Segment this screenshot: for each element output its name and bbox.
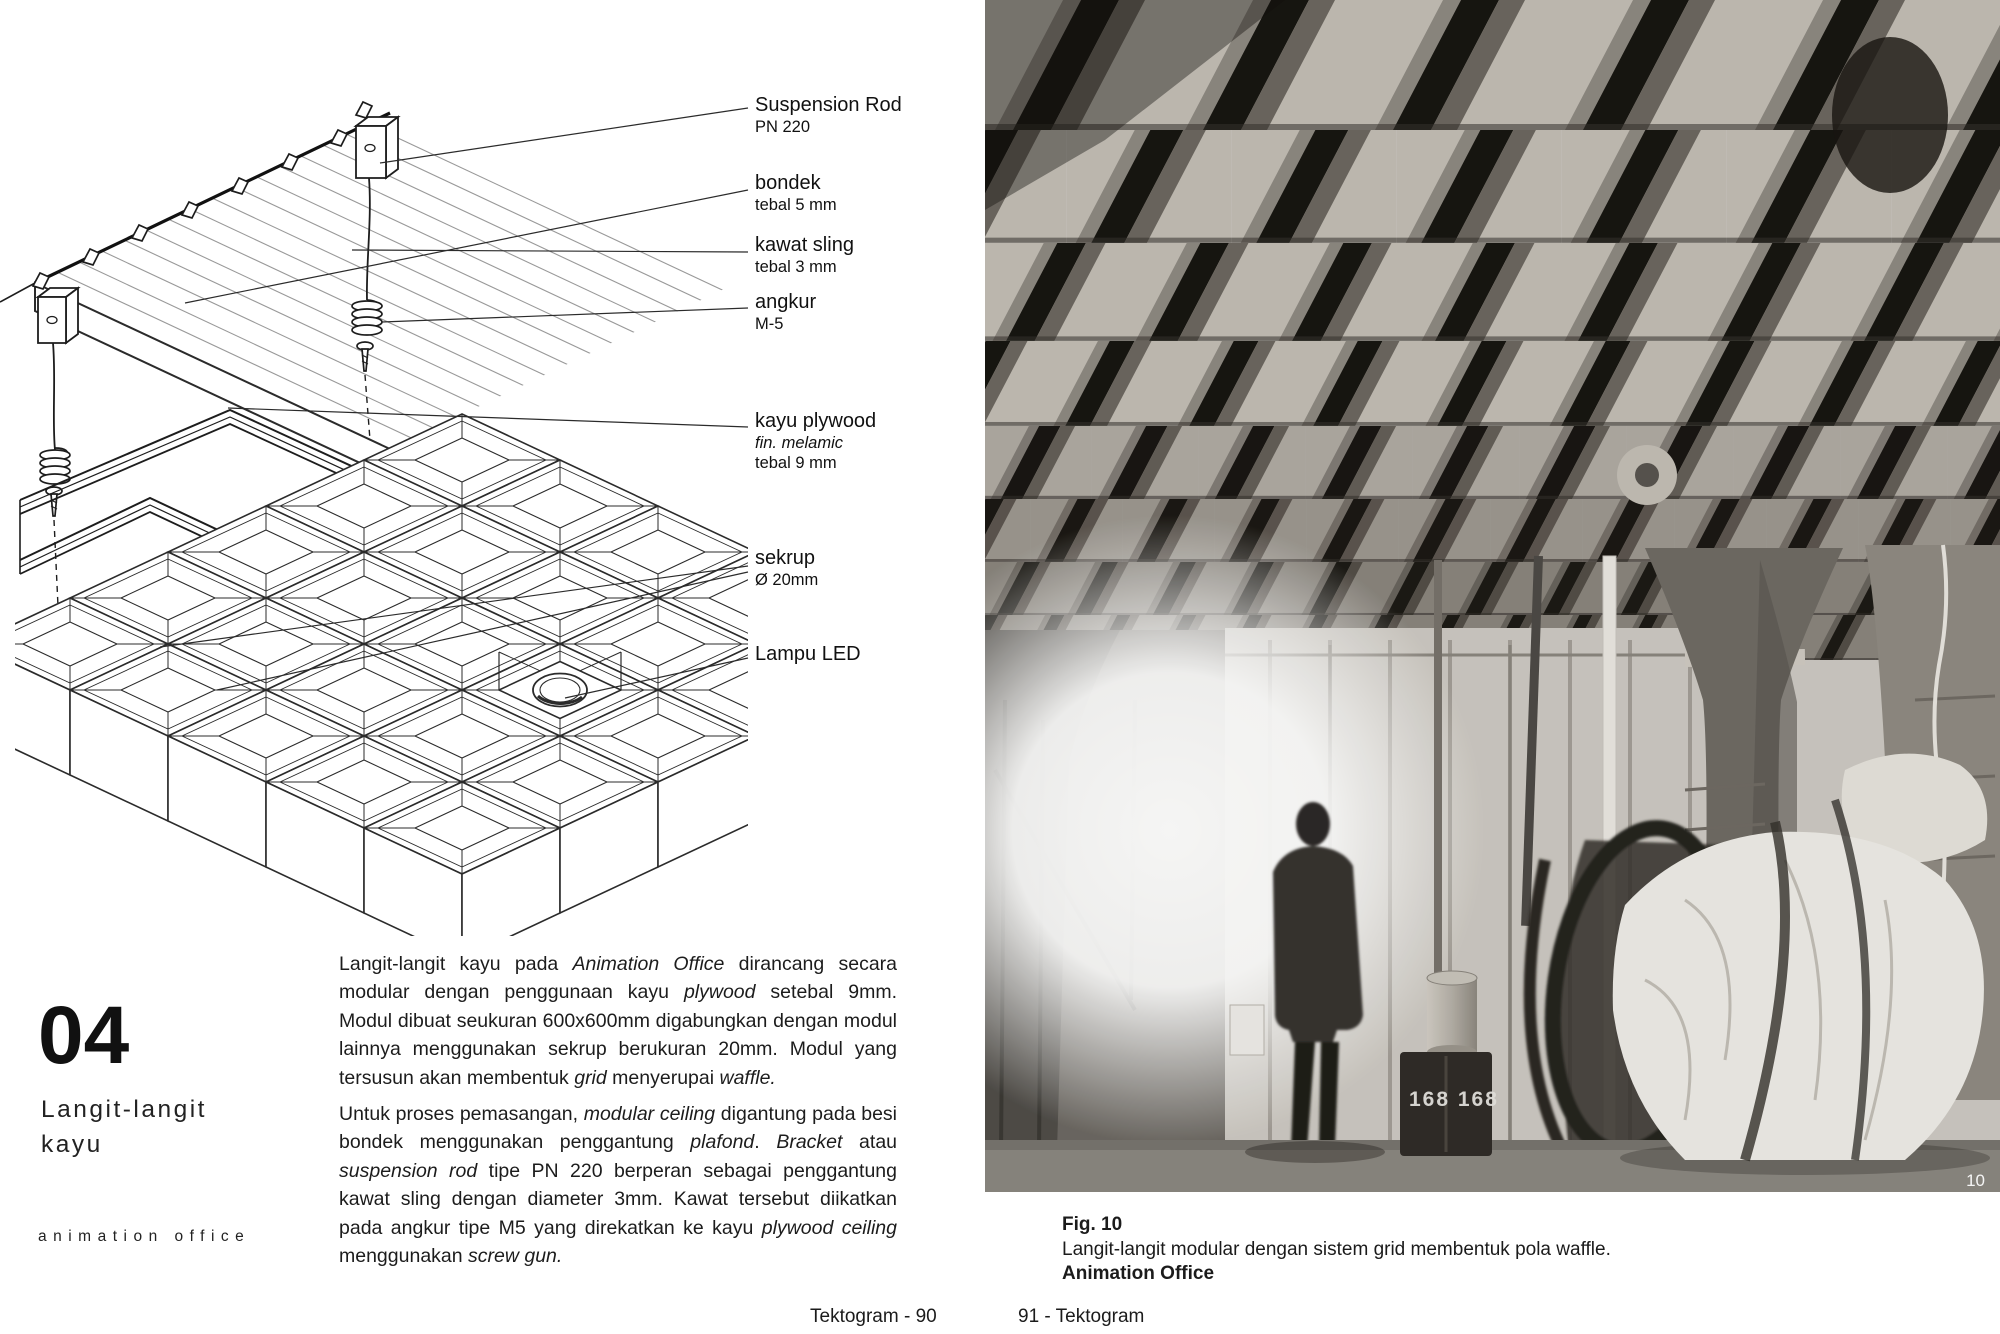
footer-left-page: Tektogram - 90 [810, 1306, 937, 1327]
chapter-tag: animation office [38, 1228, 251, 1245]
figure-caption-credit: Animation Office [1062, 1263, 1215, 1284]
label-angkur: angkur M-5 [755, 291, 817, 333]
label-kayu-plywood: kayu plywood fin. melamic tebal 9 mm [755, 410, 877, 472]
construction-photo [985, 0, 2000, 1192]
label-lampu-led: Lampu LED [755, 643, 861, 665]
body-paragraph: Langit-langit kayu pada Animation Office dirancang secara modular dengan penggunaan kayu plywood setebal 9mm. Modul dibuat seukuran 600x600mm digabungkan dengan modul lainnya menggunakan sekrup berukuran 20mm. Modul yang tersusun akan membentuk grid menyerupai waffle. [339, 953, 897, 1089]
figure-caption-number: Fig. 10 [1062, 1214, 1123, 1235]
body-text [339, 950, 897, 1278]
drum-number-text: 168 168 [1409, 1088, 1499, 1111]
footer-right-page: 91 - Tektogram [1018, 1306, 1145, 1327]
label-bondek: bondek tebal 5 mm [755, 172, 837, 214]
chapter-title: Langit-langit kayu [41, 1096, 207, 1158]
chapter-number: 04 [38, 990, 130, 1081]
figure-caption [1062, 1213, 1762, 1287]
label-kawat-sling: kawat sling tebal 3 mm [755, 234, 854, 276]
figure-caption-text: Langit-langit modular dengan sistem grid membentuk pola waffle. [1062, 1238, 1611, 1260]
label-suspension-rod: Suspension Rod PN 220 [755, 94, 902, 136]
label-sekrup: sekrup Ø 20mm [755, 547, 819, 589]
photo-page-number: 10 [1966, 1171, 1985, 1190]
body-paragraph: Untuk proses pemasangan, modular ceiling digantung pada besi bondek menggunakan penggantung plafond. Bracket atau suspension rod tipe PN 220 berperan sebagai penggantung kawat sling dengan diameter 3mm. Kawat tersebut diikatkan pada angkur tipe M5 yang direkatkan ke kayu plywood ceiling menggunakan screw gun. [339, 1103, 898, 1268]
